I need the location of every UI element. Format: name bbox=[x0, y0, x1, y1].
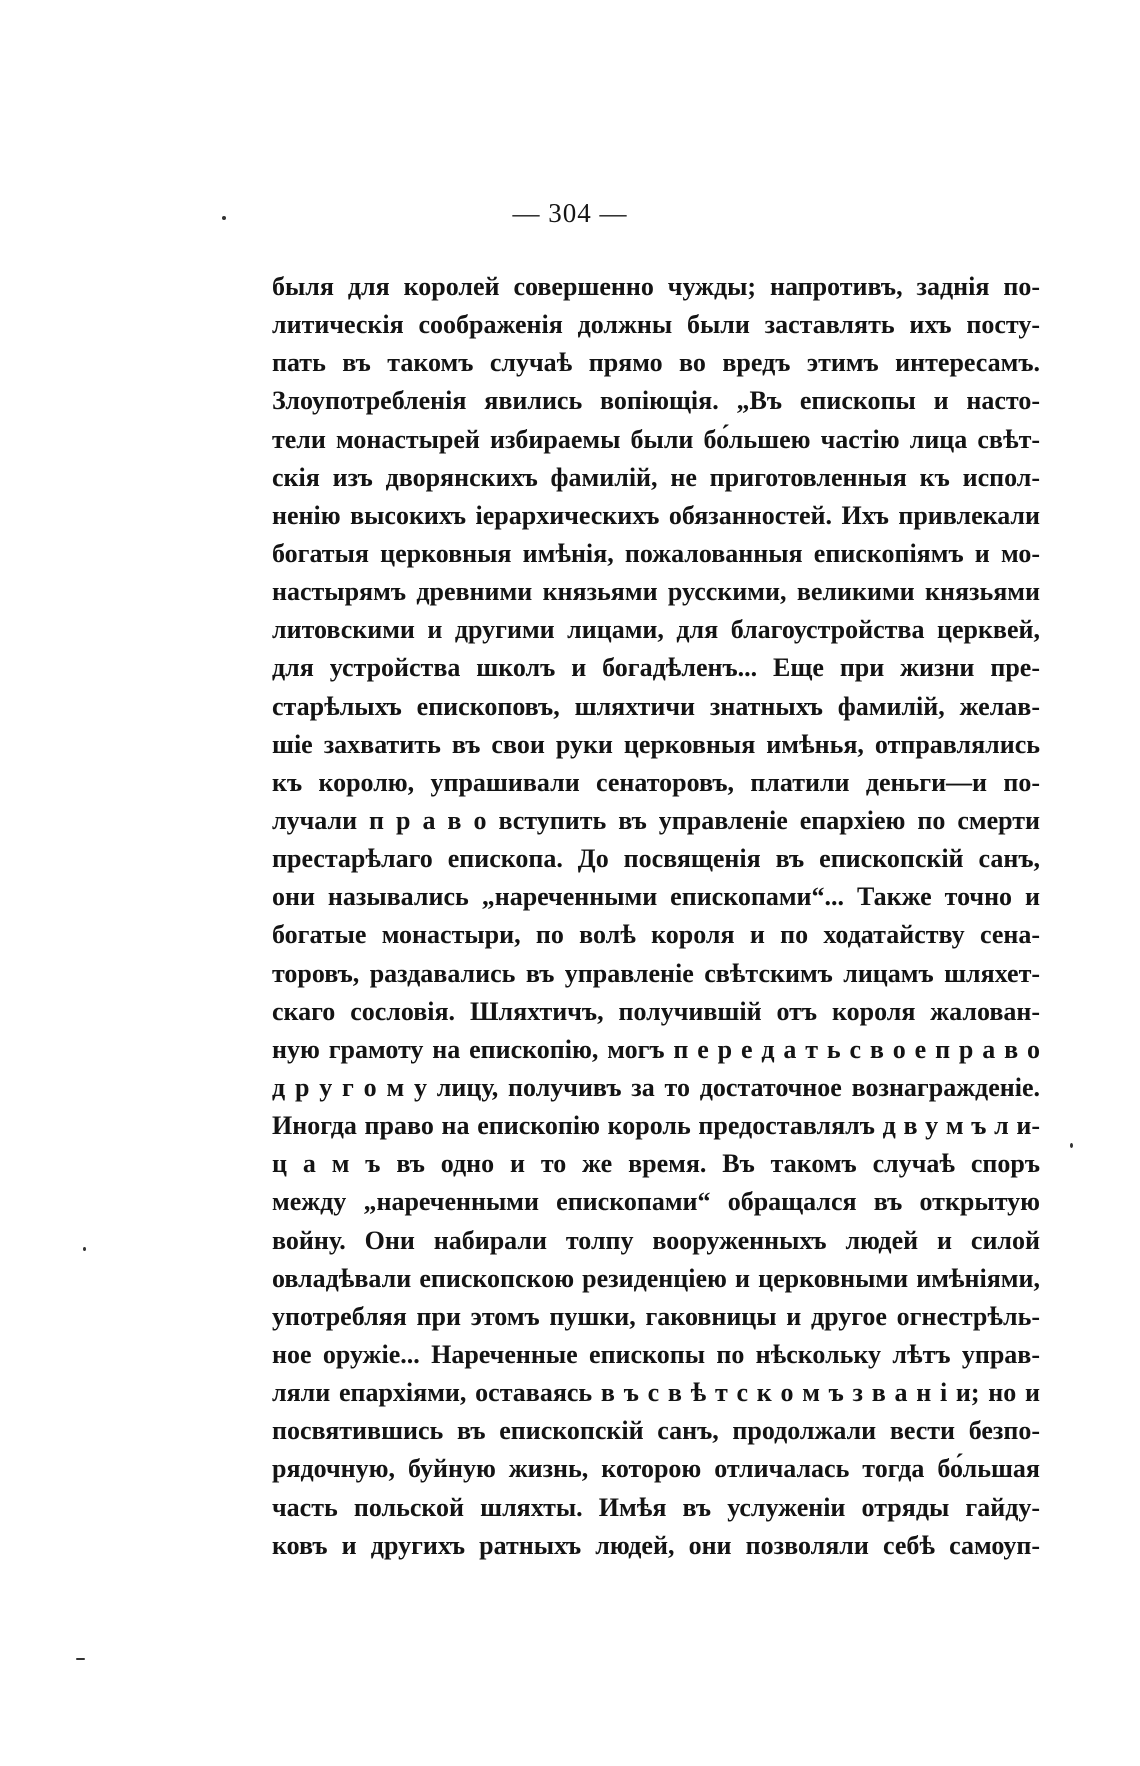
text-line: престарѣлаго епископа. До посвященія въ епископскій санъ, bbox=[272, 844, 1040, 874]
text-line: шіе захватить въ свои руки церковныя имѣнья, отправлялись bbox=[272, 729, 1040, 759]
text-line: Иногда право на епископію король предоставлялъ д в у м ъ л и- bbox=[272, 1111, 1040, 1141]
scan-speck bbox=[83, 1247, 86, 1251]
scan-speck bbox=[222, 216, 226, 220]
text-line: пать въ такомъ случаѣ прямо во вредъ этимъ интересамъ. bbox=[272, 348, 1040, 378]
text-line: употребляя при этомъ пушки, гаковницы и другое огнестрѣль- bbox=[272, 1301, 1040, 1331]
text-line: къ королю, упрашивали сенаторовъ, платили деньги—и по- bbox=[272, 767, 1040, 797]
text-line: овладѣвали епископскою резиденціею и церковными имѣніями, bbox=[272, 1263, 1040, 1293]
text-line: богатыя церковныя имѣнія, пожалованныя епископіямъ и мо- bbox=[272, 538, 1040, 568]
text-line: богатые монастыри, по волѣ короля и по ходатайству сена- bbox=[272, 920, 1040, 950]
text-line: быля для королей совершенно чужды; напротивъ, заднія по- bbox=[272, 272, 1040, 301]
body-text bbox=[272, 268, 1040, 1565]
text-line: Злоупотребленія явились вопіющія. „Въ епископы и насто- bbox=[272, 386, 1040, 416]
text-line: литовскими и другими лицами, для благоустройства церквей, bbox=[272, 615, 1040, 645]
text-line: между „нареченными епископами“ обращался въ открытую bbox=[272, 1187, 1040, 1217]
text-line: для устройства школъ и богадѣленъ... Еще при жизни пре- bbox=[272, 653, 1040, 683]
text-line: войну. Они набирали толпу вооруженныхъ людей и силой bbox=[272, 1225, 1040, 1255]
text-line: литическія соображенія должны были заставлять ихъ посту- bbox=[272, 310, 1040, 340]
text-line: лучали п р а в о вступить въ управленіе епархіею по смерти bbox=[272, 805, 1040, 835]
scan-speck bbox=[76, 1658, 85, 1660]
text-line: ляли епархіями, оставаясь в ъ с в ѣ т с к о м ъ з в а н і и; но и bbox=[272, 1378, 1040, 1408]
scan-speck bbox=[1070, 1143, 1073, 1148]
text-line: они назывались „нареченными епископами“... Также точно и bbox=[272, 882, 1040, 912]
text-line: ненію высокихъ іерархическихъ обязанностей. Ихъ привлекали bbox=[272, 500, 1040, 530]
text-line: часть польской шляхты. Имѣя въ услуженіи отряды гайду- bbox=[272, 1492, 1040, 1522]
text-line: настырямъ древними князьями русскими, великими князьями bbox=[272, 577, 1040, 607]
text-line: д р у г о м у лицу, получивъ за то достаточное вознагражденіе. bbox=[272, 1072, 1040, 1102]
text-line: посвятившись въ епископскій санъ, продолжали вести безпо- bbox=[272, 1416, 1040, 1446]
text-line: торовъ, раздавались въ управленіе свѣтскимъ лицамъ шляхет- bbox=[272, 958, 1040, 988]
text-line: тели монастырей избираемы были бо́льшею частію лица свѣт- bbox=[272, 424, 1040, 454]
text-line: ковъ и другихъ ратныхъ людей, они позволяли себѣ самоуп- bbox=[272, 1530, 1040, 1560]
text-line: скаго сословія. Шляхтичъ, получившій отъ короля жалован- bbox=[272, 996, 1040, 1026]
text-line: ц а м ъ въ одно и то же время. Въ такомъ случаѣ споръ bbox=[272, 1149, 1040, 1179]
text-line: старѣлыхъ епископовъ, шляхтичи знатныхъ фамилій, желав- bbox=[272, 691, 1040, 721]
text-line: рядочную, буйную жизнь, которою отличалась тогда бо́льшая bbox=[272, 1454, 1040, 1484]
text-line: ное оружіе... Нареченные епископы по нѣскольку лѣтъ управ- bbox=[272, 1339, 1040, 1369]
page-number: — 304 — bbox=[512, 198, 628, 228]
text-line: ную грамоту на епископію, могъ п е р е д а т ь с в о е п р а в о bbox=[272, 1034, 1040, 1064]
text-line: скія изъ дворянскихъ фамилій, не приготовленныя къ испол- bbox=[272, 462, 1040, 492]
